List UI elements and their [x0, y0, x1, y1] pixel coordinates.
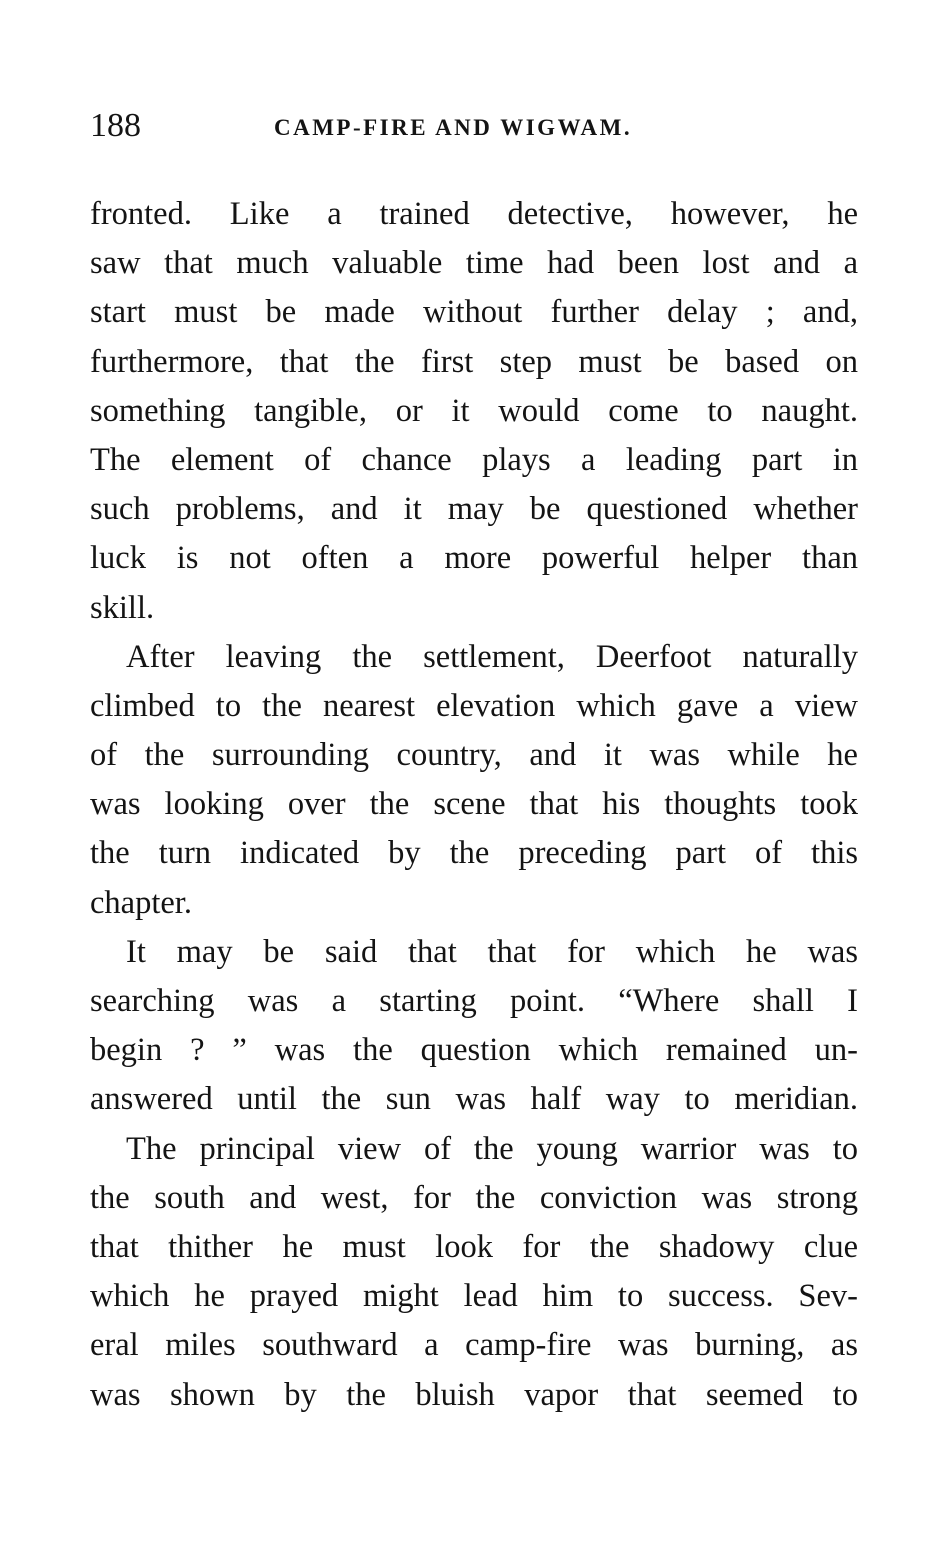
paragraph-2: [90, 633, 858, 928]
paragraph-3: [90, 928, 858, 1125]
text-line: It may be said that that for which he was: [126, 933, 858, 970]
text-line: The element of chance plays a leading part in: [90, 441, 858, 478]
text-line: skill.: [90, 589, 155, 626]
paragraph-1: [90, 190, 858, 633]
text-line: such problems, and it may be questioned whether: [90, 491, 858, 528]
running-head: [90, 104, 860, 148]
running-title: CAMP-FIRE AND WIGWAM.: [274, 115, 633, 140]
text-line: saw that much valuable time had been lost and a: [90, 245, 858, 282]
text-line: eral miles southward a camp-fire was burning, as: [90, 1327, 858, 1364]
text-line: start must be made without further delay ; and,: [90, 294, 858, 331]
text-line: was looking over the scene that his thoughts took: [90, 786, 858, 823]
text-line: answered until the sun was half way to meridian.: [90, 1081, 858, 1118]
text-line: The principal view of the young warrior was to: [126, 1130, 858, 1167]
text-line: searching was a starting point. “Where shall I: [90, 983, 858, 1019]
text-line: something tangible, or it would come to naught.: [90, 392, 858, 429]
text-line: which he prayed might lead him to success. Sev-: [90, 1278, 858, 1315]
text-line: the south and west, for the conviction was strong: [90, 1179, 858, 1216]
text-line: fronted. Like a trained detective, however, he: [90, 196, 858, 232]
text-line: was shown by the bluish vapor that seemed to: [90, 1376, 858, 1413]
text-line: After leaving the settlement, Deerfoot naturally: [126, 638, 858, 675]
text-line: chapter.: [90, 884, 192, 921]
text-line: luck is not often a more powerful helper than: [90, 540, 858, 577]
body-text: [90, 190, 858, 1420]
text-line: of the surrounding country, and it was while he: [90, 737, 858, 774]
text-line: begin ? ” was the question which remained un-: [90, 1032, 858, 1069]
text-line: climbed to the nearest elevation which gave a view: [90, 687, 858, 724]
text-line: that thither he must look for the shadowy clue: [90, 1228, 858, 1265]
text-line: the turn indicated by the preceding part of this: [90, 835, 858, 872]
paragraph-4: [90, 1125, 858, 1420]
page-number: 188: [90, 107, 141, 144]
text-line: furthermore, that the first step must be based on: [90, 343, 858, 380]
